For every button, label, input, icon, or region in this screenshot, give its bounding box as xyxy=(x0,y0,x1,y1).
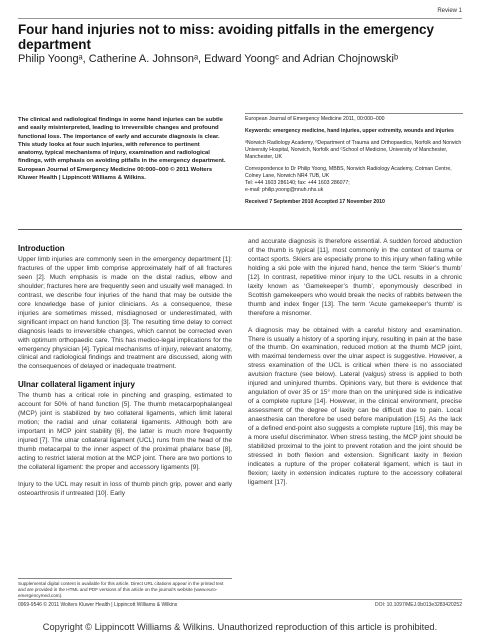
ucl-heading: Ulnar collateral ligament injury xyxy=(18,380,135,390)
ucl-paragraph-1: The thumb has a critical role in pinching and grasping, estimated to account for 50% of hand function [5]. The thumb metacarpophalangeal (MCP) joint is stabilized by two collateral ligaments, which limit lateral motion; the radial and ulnar collateral ligaments. Although both are important in MCP joint stability [6], the latter is much more frequently injured [7]. The ulnar collateral ligament (UCL) runs from the head of the thumb metacarpal to the inner aspect of the proximal phalanx base [8], acting to restrict lateral motion at the MCP joint. There are two portions to the collateral ligament: the proper and accessory ligaments [9]. xyxy=(18,392,232,472)
journal-citation: European Journal of Emergency Medicine 2011, 00:000–000 xyxy=(245,116,385,122)
section-divider xyxy=(18,229,462,230)
right-column xyxy=(248,238,462,496)
left-column xyxy=(18,240,232,507)
right-paragraph-1: and accurate diagnosis is therefore essential. A sudden forced abduction of the thumb is typical [11], most commonly in the context of trauma or contact sports. Skiers are especially prone to this injury when falling while holding a ski pole with the injured hand, hence the term ‘Skier’s thumb’ [12]. In contrast, repetitive minor injury to the UCL results in a chronic laxity known as ‘Gamekeeper’s thumb’, eponymously described in Scottish gamekeepers who would break the necks of rabbits between the thumb and index finger [13]. The term ‘Acute gamekeeper’s thumb’ is therefore a misnomer. xyxy=(248,238,462,317)
keywords: Keywords: emergency medicine, hand injuries, upper extremity, wounds and injuries xyxy=(245,128,454,134)
footer-rule xyxy=(18,599,462,600)
footer-issn: 0969-9546 © 2011 Wolters Kluwer Health | Lippincott Williams & Wilkins xyxy=(18,602,178,608)
intro-paragraph: Upper limb injuries are commonly seen in the emergency department [1]: fractures of the upper limb comprise approximately half of all fractures seen [2]. Much emphasis is made on the distal radius, elbow and shoulder; fractures here are frequently seen and usually well managed. In contrast, we describe four injuries of the hand that may be outside the core knowledge base of junior clinicians. As a consequence, these injuries are sometimes missed, misdiagnosed or underestimated, with significant impact on hand function [3]. The resulting time delay to correct diagnosis leads to irreversible changes, which cannot be corrected even with optimum orthopaedic care. This has medico-legal implications for the emergency physician [4]. Typical mechanisms of injury, relevant anatomy, clinical and radiological findings and treatment are discussed, along with the consequences of delayed or inadequate treatment. xyxy=(18,256,232,371)
copyright-notice: Copyright © Lippincott Williams & Wilkins. Unauthorized reproduction of this article is prohibited. xyxy=(42,622,438,632)
running-header: Review 1 xyxy=(437,8,462,14)
article-title: Four hand injuries not to miss: avoiding pitfalls in the emergency department xyxy=(18,22,434,52)
correspondence: Correspondence to Dr Philip Yoong, MBBS, Norwich Radiology Academy, Cotman Centre, Colney Lane, Norwich NR4 7UB, UK Tel: +44 1603 286140; fax: +44 1603 286077; e-mail: philip.yoong@nnuh.nhs.uk xyxy=(245,166,452,193)
article-meta xyxy=(245,116,463,211)
right-paragraph-2: A diagnosis may be obtained with a careful history and examination. There is usually a history of a sporting injury, resulting in pain at the base of the thumb. On examination, reduced motion at the thumb MCP joint, with maximal tenderness over the ulnar aspect is suggestive. However, a stress examination of the UCL is critical when there is no associated avulsion fracture (see below). Lateral (valgus) stress is applied to both injured and uninjured thumbs. Opinions vary, but there is evidence that angulation of over 35 or 15° more than on the uninjured side is indicative of a complete rupture [14]. However, in the clinical environment, precise assessment of the degree of laxity can be difficult due to pain. Local anaesthesia can therefore be used before manipulation [15]. As the lack of a defined end-point also suggests a complete rupture [16], this may be a more useful discriminator. When stress testing, the MCP joint should be stabilized proximal to the joint to prevent rotation and the joint should be stressed in both flexion and extension. Significant laxity in flexion indicates a rupture of the proper collateral ligament, which is taut in flexion; laxity in extension indicates rupture to the accessory collateral ligament [17]. xyxy=(248,326,462,486)
header-rule xyxy=(18,18,462,19)
received-accepted: Received 7 September 2010 Accepted 17 November 2010 xyxy=(245,199,385,205)
footer-doi: DOI: 10.1097/MEJ.0b013e3283420252 xyxy=(374,602,462,608)
meta-top-rule xyxy=(245,113,463,114)
author-list: Philip Yoongᵃ, Catherine A. Johnsonᵃ, Edward Yoongᶜ and Adrian Chojnowskiᵇ xyxy=(18,53,399,65)
affiliations: ᵃNorwich Radiology Academy, ᵇDepartment of Trauma and Orthopaedics, Norfolk and Norwich University Hospital, Norwich, Norfolk and ᶜSchool of Medicine, University of Manchester, Manchester, UK xyxy=(245,140,462,160)
abstract: The clinical and radiological findings in some hand injuries can be subtle and easily misinterpreted, leading to irreversible changes and profound functional loss. The importance of early and accurate diagnosis is clear. This study looks at four such injuries, with reference to pertinent anatomy, typical mechanisms of injury, examination and radiological findings, with emphasis on avoiding pitfalls in the emergency department. European Journal of Emergency Medicine 00:000–000 © 2011 Wolters Kluwer Health | Lippincott Williams & Wilkins. xyxy=(18,117,226,182)
ucl-paragraph-2: Injury to the UCL may result in loss of thumb pinch grip, power and early osteoarthrosis if untreated [10]. Early xyxy=(18,480,232,497)
supplemental-note: Supplemental digital content is available for this article. Direct URL citations appear in the printed text and are provided in the HTML and PDF versions of this article on the journal’s website (www.euro-emergencymed.com). xyxy=(18,578,232,599)
intro-heading: Introduction xyxy=(18,244,65,253)
